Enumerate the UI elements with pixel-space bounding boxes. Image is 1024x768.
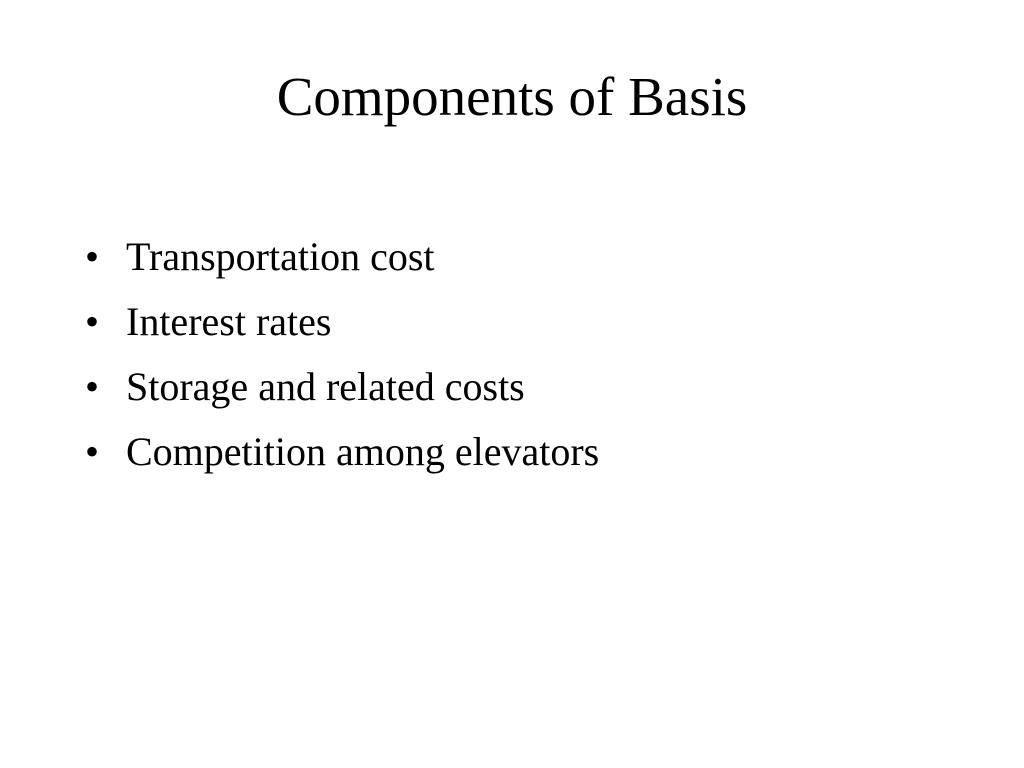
bullet-text: Transportation cost: [126, 234, 435, 279]
bullet-item: [85, 230, 599, 295]
bullet-item: [85, 360, 599, 425]
bullet-item: [85, 425, 599, 490]
bullet-item: [85, 295, 599, 360]
bullet-list: [85, 230, 599, 490]
bullet-text: Interest rates: [126, 299, 332, 344]
bullet-text: Storage and related costs: [126, 364, 525, 409]
bullet-dot-icon: •: [85, 429, 100, 474]
bullet-dot-icon: •: [85, 234, 100, 279]
bullet-text: Competition among elevators: [126, 429, 600, 474]
slide-title: Components of Basis: [276, 66, 748, 127]
bullet-dot-icon: •: [85, 299, 100, 344]
bullet-dot-icon: •: [85, 364, 100, 409]
